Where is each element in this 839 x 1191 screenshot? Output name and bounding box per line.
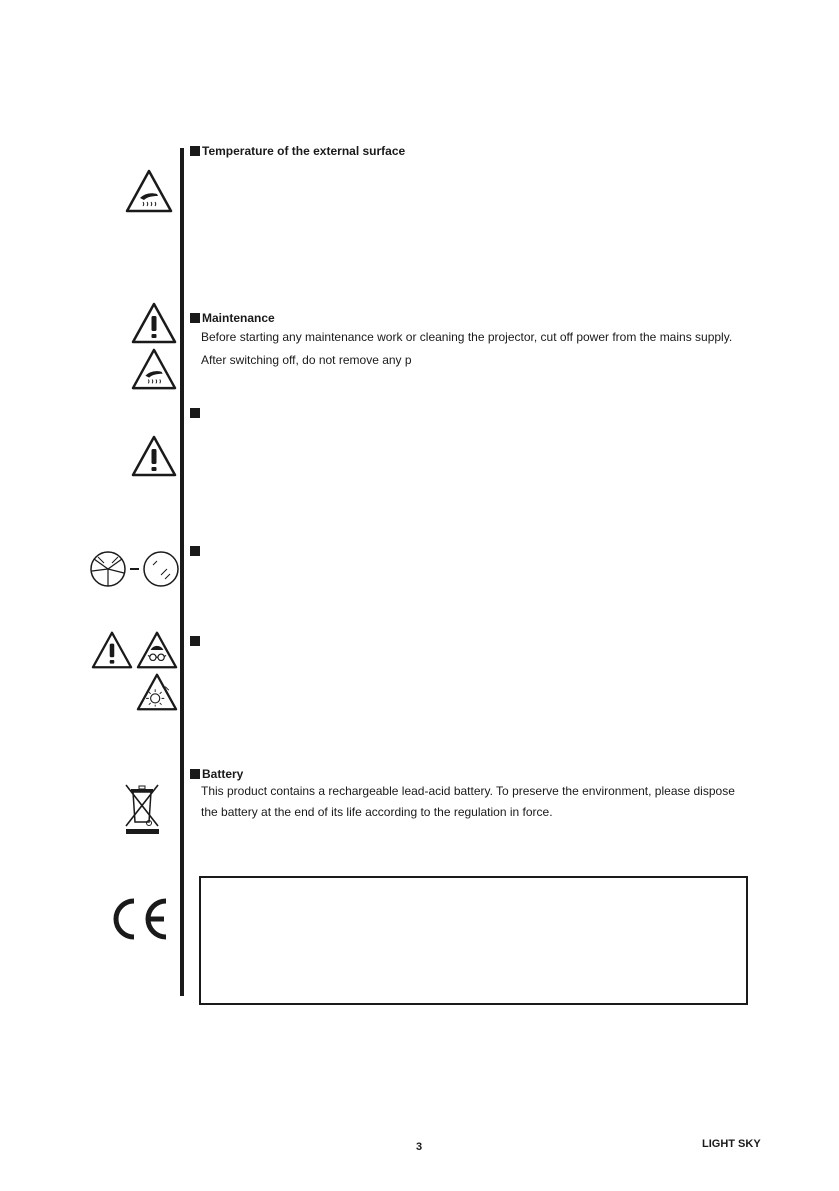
ce-declaration-box: [199, 876, 748, 1005]
eye-protection-icon: [135, 630, 179, 670]
battery-line-2: the battery at the end of its life according to the regulation in force.: [201, 805, 553, 819]
hot-surface-warning-icon: [124, 168, 174, 214]
page-number: 3: [416, 1141, 423, 1153]
hot-surface-warning-icon: [130, 347, 178, 391]
heading-square-bullet: [190, 769, 200, 779]
section-bullet: [190, 404, 202, 422]
ce-mark-icon: [108, 897, 170, 941]
lens-comparison-dash: [130, 568, 139, 570]
maintenance-heading: Maintenance: [190, 311, 275, 325]
section-bullet: [190, 632, 202, 650]
uv-light-warning-icon: [135, 672, 179, 712]
heading-square-bullet: [190, 313, 200, 323]
general-warning-icon: [130, 434, 178, 478]
heading-square-bullet: [190, 146, 200, 156]
maintenance-line-1: Before starting any maintenance work or cleaning the projector, cut off power from the mains supply.: [201, 330, 733, 344]
section-bullet: [190, 542, 202, 560]
brand-name: LIGHT SKY: [702, 1138, 761, 1150]
general-warning-icon: [90, 630, 134, 670]
crossed-bin-icon: [122, 782, 162, 836]
general-warning-icon: [130, 301, 178, 345]
damaged-lens-icon: [88, 549, 128, 589]
maintenance-line-2: After switching off, do not remove any p: [201, 353, 412, 367]
temperature-heading: Temperature of the external surface: [190, 144, 405, 158]
battery-heading: Battery: [190, 767, 243, 781]
battery-line-1: This product contains a rechargeable lead-acid battery. To preserve the environment, please dispose: [201, 784, 735, 798]
intact-lens-icon: [141, 549, 181, 589]
